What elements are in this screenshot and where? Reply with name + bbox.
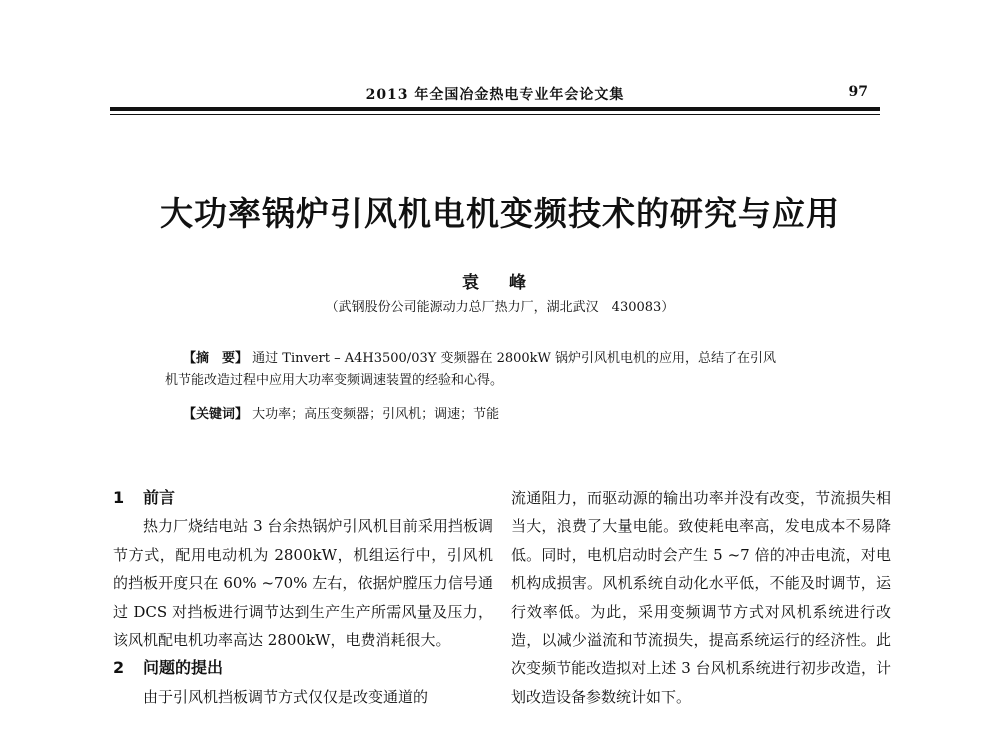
author-affiliation: （武钢股份公司能源动力总厂热力厂，湖北武汉 430083） bbox=[325, 300, 675, 315]
abstract-line-2: 机节能改造过程中应用大功率变频调速装置的经验和心得。 bbox=[165, 373, 504, 388]
abstract-text-1: 通过 Tinvert – A4H3500/03Y 变频器在 2800kW 锅炉引风机电机的应用，总结了在引风 bbox=[252, 351, 777, 366]
section-2-paragraph-start: 由于引风机挡板调节方式仅仅是改变通道的 bbox=[143, 687, 429, 706]
keywords-label: 【关键词】 bbox=[183, 407, 249, 422]
section-number-1: 1 bbox=[113, 488, 125, 507]
right-column bbox=[511, 484, 891, 711]
keywords bbox=[183, 404, 499, 426]
running-head bbox=[110, 84, 880, 106]
left-column bbox=[113, 484, 493, 711]
header-rule-thick bbox=[110, 107, 880, 111]
section-title-2: 问题的提出 bbox=[143, 658, 224, 678]
abstract bbox=[147, 348, 847, 392]
abstract-label: 【摘 要】 bbox=[183, 351, 249, 366]
running-head-title: 2013 年全国冶金热电专业年会论文集 bbox=[365, 87, 625, 103]
header-rule-thin bbox=[110, 114, 880, 115]
keywords-text: 大功率；高压变频器；引风机；调速；节能 bbox=[252, 407, 500, 422]
section-title-1: 前言 bbox=[143, 488, 176, 507]
section-heading-1 bbox=[113, 484, 493, 512]
section-1-paragraph: 热力厂烧结电站 3 台余热锅炉引风机目前采用挡板调节方式，配用电动机为 2800kW，机组运行中，引风机的挡板开度只在 60% ~70% 左右，依据炉膛压力信号通过 DCS 对挡板进行调节达到生产生产所需风量及压力，该风机配电机功率高达 2800kW，电费消耗很大。 bbox=[113, 517, 493, 650]
abstract-line-1 bbox=[147, 348, 847, 370]
article-title: 大功率锅炉引风机电机变频技术的研究与应用 bbox=[160, 194, 840, 233]
section-heading-2 bbox=[113, 654, 493, 682]
page-number: 97 bbox=[848, 84, 868, 100]
section-number-2: 2 bbox=[113, 658, 125, 678]
author-name: 袁 峰 bbox=[462, 273, 538, 293]
section-2-paragraph-continued: 流通阻力，而驱动源的输出功率并没有改变，节流损失相当大，浪费了大量电能。致使耗电率高，发电成本不易降低。同时，电机启动时会产生 5 ~7 倍的冲击电流，对电机构成损害。风机系统自动化水平低，不能及时调节，运行效率低。为此，采用变频调节方式对风机系统进行改造，以减少溢流和节流损失，提高系统运行的经济性。此次变频节能改造拟对上述 3 台风机系统进行初步改造，计划改造设备参数统计如下。 bbox=[511, 489, 891, 706]
